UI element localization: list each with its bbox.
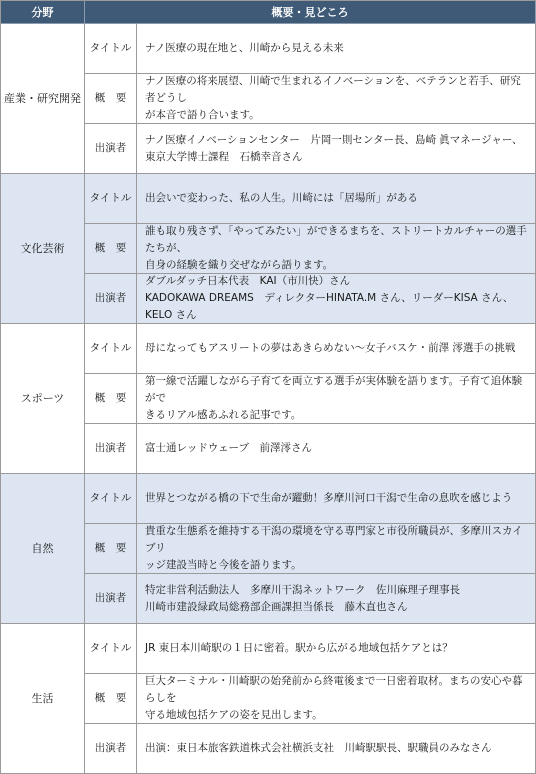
row-content xyxy=(137,724,536,774)
category-cell: スポーツ xyxy=(1,324,85,474)
row-content-text: ナノ医療の現在地と、川崎から見える未来 xyxy=(145,42,344,54)
category-cell: 生活 xyxy=(1,624,85,774)
row-content-text: 第一線で活躍しながら子育てを両立する選手が実体験を語ります。子育て追体験がで きるリアル感あふれる記事です。 xyxy=(145,375,523,421)
row-label: タイトル xyxy=(85,624,137,674)
row-content xyxy=(137,374,536,424)
row-label: 概 要 xyxy=(85,374,137,424)
row-content-text: 世界とつながる橋の下で生命が躍動！多摩川河口干潟で生命の息吹を感じよう xyxy=(145,492,513,504)
row-label: 出演者 xyxy=(85,124,137,174)
row-label: 出演者 xyxy=(85,424,137,474)
header-overview: 概要・見どころ xyxy=(85,1,536,24)
row-content xyxy=(137,324,536,374)
row-content-text: 特定非営利活動法人 多摩川干潟ネットワーク 佐川麻理子理事長 川崎市建設緑政局総務部企画課担当係長 藤木直也さん xyxy=(145,583,460,613)
category-cell: 産業・研究開発 xyxy=(1,24,85,174)
row-content xyxy=(137,474,536,524)
row-content-text: 出会いで変わった、私の人生。川崎には「居場所」がある xyxy=(145,192,418,204)
row-content-text: 出演：東日本旅客鉄道株式会社横浜支社 川崎駅駅長、駅職員のみなさん xyxy=(145,742,492,754)
row-content xyxy=(137,624,536,674)
row-label: 出演者 xyxy=(85,574,137,624)
row-content xyxy=(137,124,536,174)
category-cell: 自然 xyxy=(1,474,85,624)
row-content xyxy=(137,24,536,74)
row-content-text: 富士通レッドウェーブ 前澤澪さん xyxy=(145,442,312,454)
row-content xyxy=(137,424,536,474)
row-content xyxy=(137,224,536,274)
header-category: 分野 xyxy=(1,1,85,24)
row-label: 概 要 xyxy=(85,674,137,724)
row-content-text: 貴重な生態系を維持する干潟の環境を守る専門家と市役所職員が、多摩川スカイブリ ッジ建設当時と今後を語ります。 xyxy=(145,525,523,571)
row-label: 出演者 xyxy=(85,724,137,774)
row-content-text: 母になってもアスリートの夢はあきらめない～女子バスケ・前澤 澪選手の挑戦 xyxy=(145,342,516,354)
row-content-text: 巨大ターミナル・川崎駅の始発前から終電後まで一日密着取材。まちの安心や暮らしを 守る地域包括ケアの姿を見出します。 xyxy=(145,675,523,721)
row-content-text: ダブルダッチ日本代表 KAI（市川快）さん KADOKAWA DREAMS ディレクターHINATA.M さん、リーダーKISA さん、 KELO さん xyxy=(145,275,514,321)
row-label: タイトル xyxy=(85,174,137,224)
row-content xyxy=(137,274,536,324)
row-label: タイトル xyxy=(85,324,137,374)
row-content xyxy=(137,574,536,624)
row-content xyxy=(137,674,536,724)
row-content xyxy=(137,524,536,574)
row-content-text: ナノ医療イノベーションセンター 片岡一則センター長、島崎 眞マネージャー、 東京大学博士課程 石橋幸音さん xyxy=(145,133,523,163)
row-content-text: ナノ医療の将来展望、川崎で生まれるイノベーションを、ベテランと若手、研究者どうし が本音で語り合います。 xyxy=(145,75,521,121)
category-cell: 文化芸術 xyxy=(1,174,85,324)
row-label: 出演者 xyxy=(85,274,137,324)
row-content-text: 誰も取り残さず、「やってみたい」ができるまちを、ストリートカルチャーの選手たちが、 自身の経験を織り交ぜながら語ります。 xyxy=(145,225,527,271)
row-content-text: JR 東日本川崎駅の１日に密着。駅から広がる地域包括ケアとは？ xyxy=(145,642,453,654)
row-content xyxy=(137,74,536,124)
row-label: 概 要 xyxy=(85,74,137,124)
row-content xyxy=(137,174,536,224)
row-label: タイトル xyxy=(85,24,137,74)
row-label: タイトル xyxy=(85,474,137,524)
row-label: 概 要 xyxy=(85,524,137,574)
row-label: 概 要 xyxy=(85,224,137,274)
